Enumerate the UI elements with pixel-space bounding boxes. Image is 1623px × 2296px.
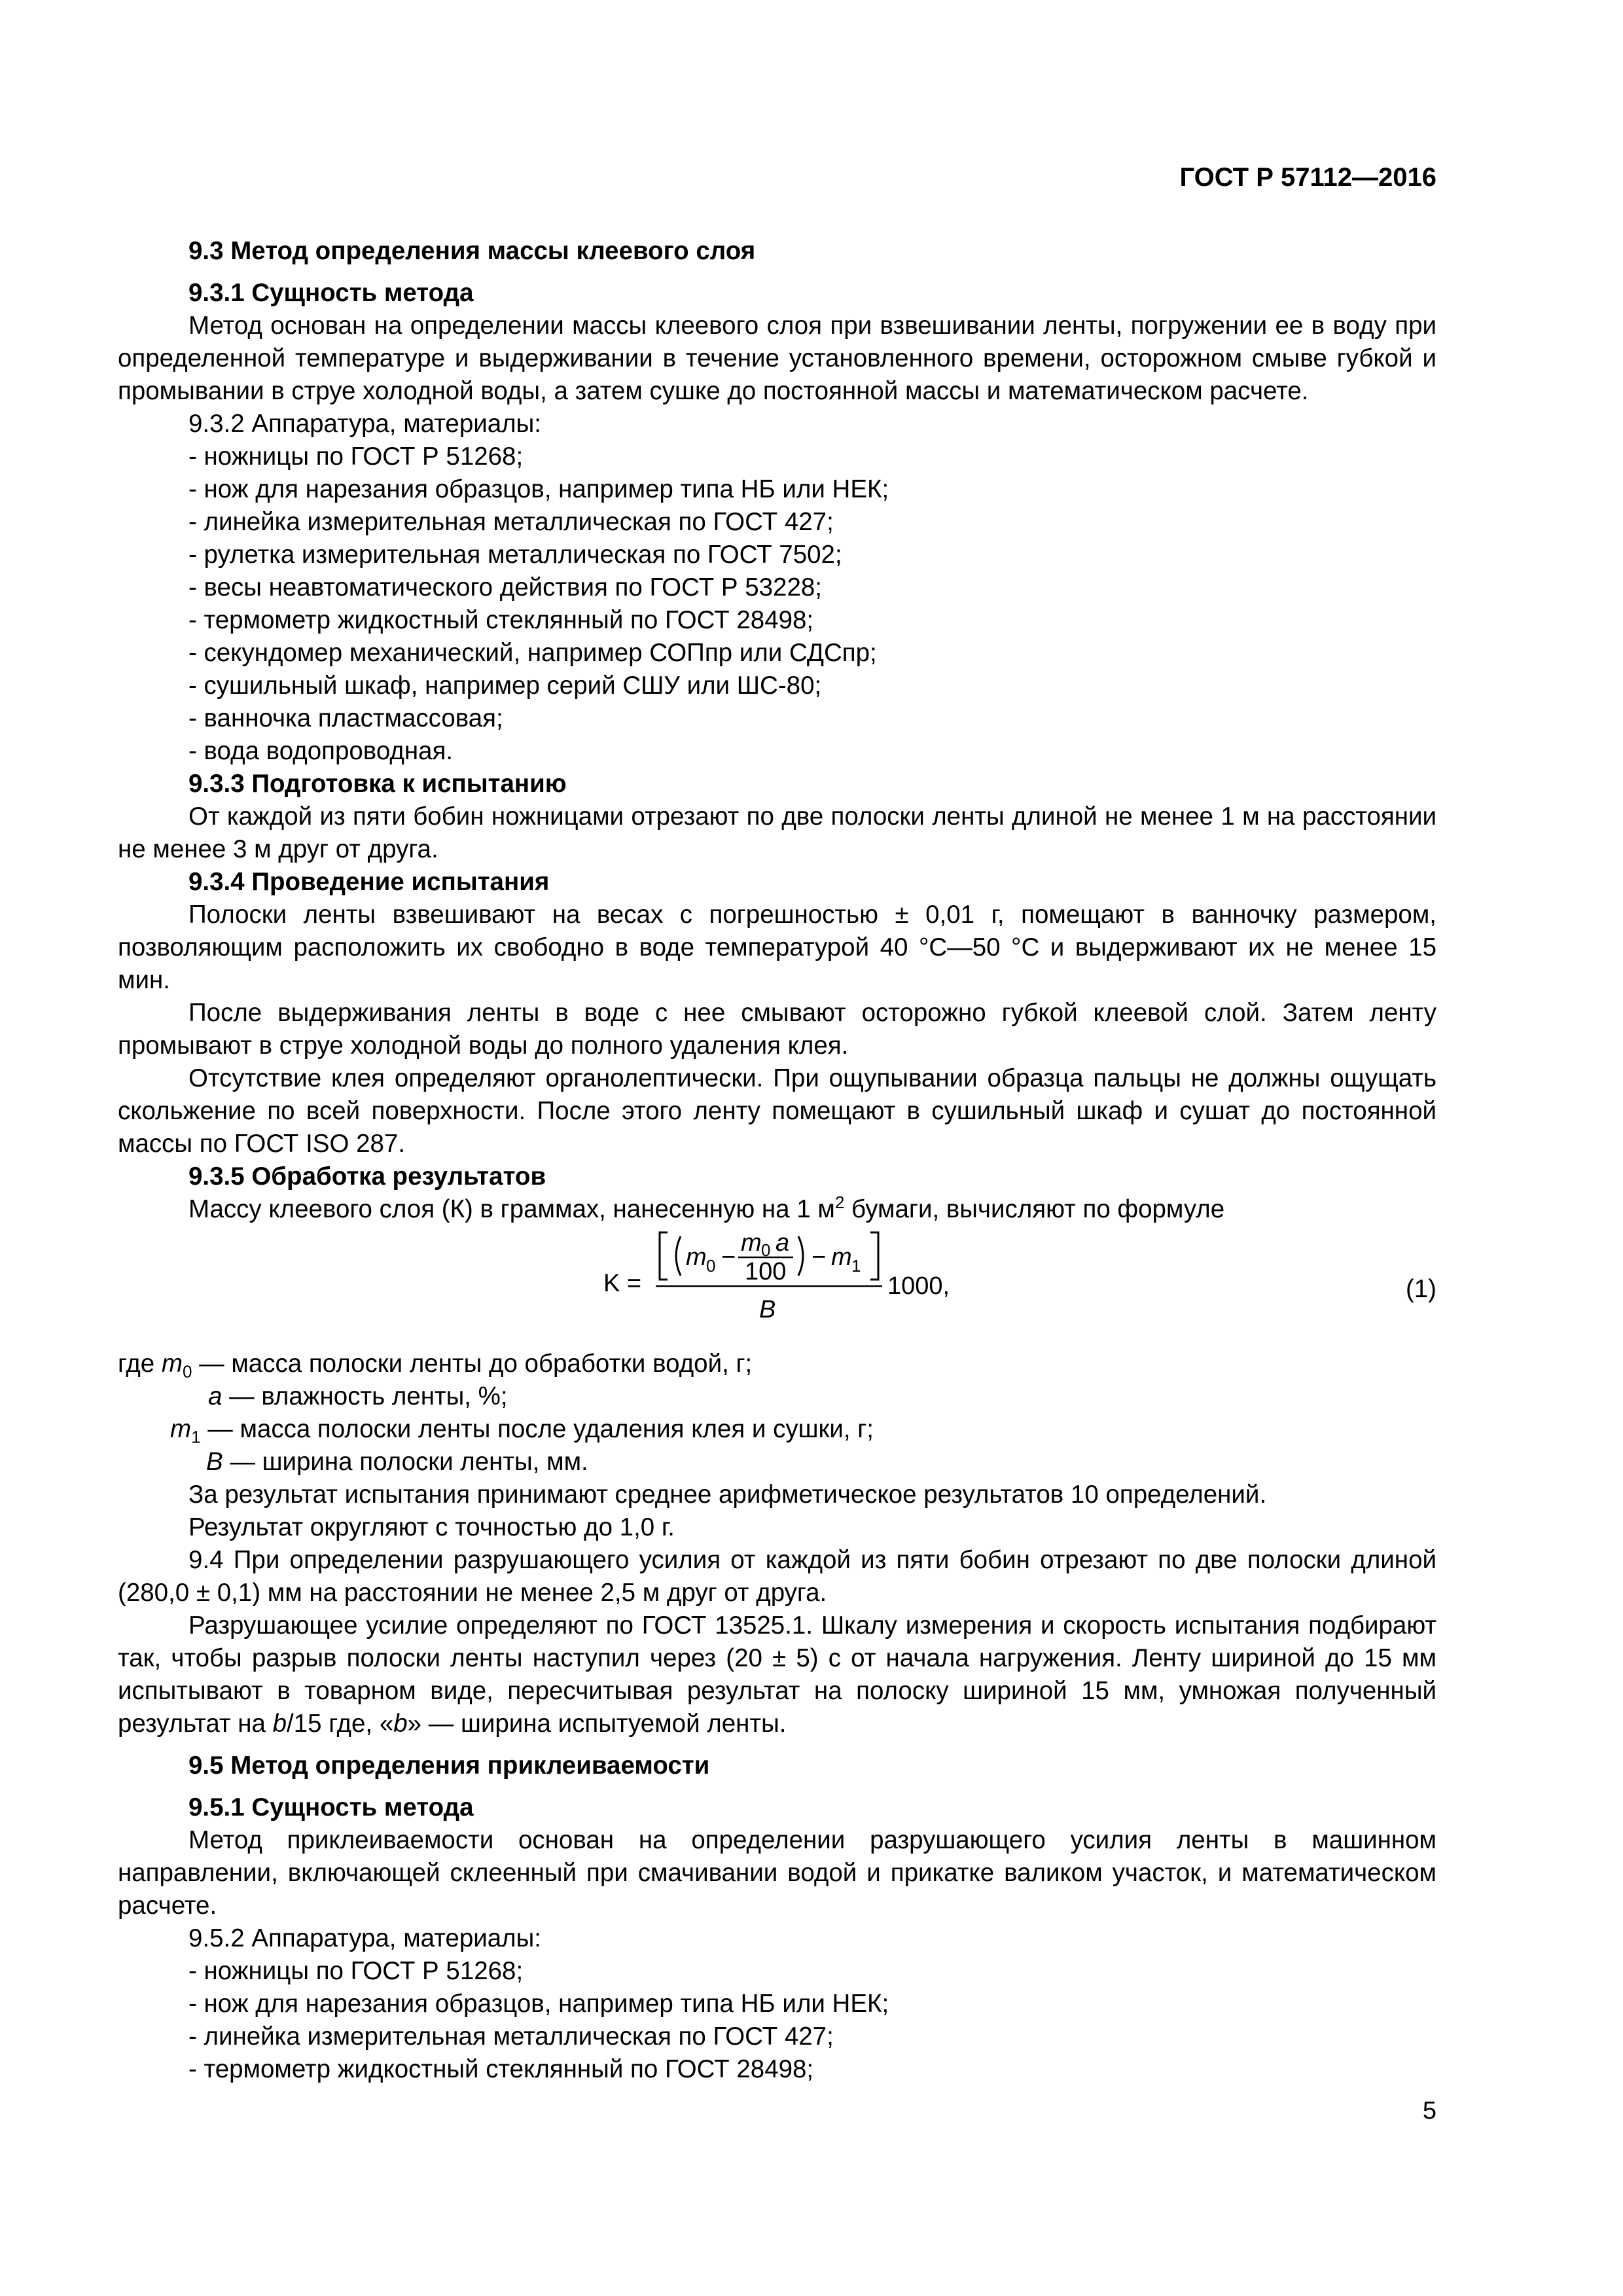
list-item: - секундомер механический, например СОПпр или СДСпр; [188,639,877,667]
formula-m0-subscript: 0 [706,1256,716,1276]
list-item: - вода водопроводная. [188,737,454,765]
paragraph-9-3-4-washing: После выдерживания ленты в воде с нее смывают осторожно губкой клеевой слой. Затем ленту промывают в струе холодной воды до полного удаления клея. [118,999,1436,1060]
paragraph-9-5-2: 9.5.2 Аппаратура, материалы: [188,1924,541,1952]
equipment-list-9-3-2 [118,440,1436,768]
equipment-list-9-5-2 [118,1955,1436,2086]
page-number: 5 [1422,2097,1436,2125]
formula-minus-2: − [812,1244,827,1271]
list-item: - нож для нарезания образцов, например типа НБ или НЕК; [188,475,889,503]
list-item: - весы неавтоматического действия по ГОСТ Р 53228; [188,573,822,601]
page-content [118,226,1436,2086]
formula-m0-numerator: m [741,1229,762,1257]
list-item: - рулетка измерительная металлическая по ГОСТ 7502; [188,541,842,569]
standard-designation: ГОСТ Р 57112—2016 [1179,163,1436,192]
list-item: - термометр жидкостный стеклянный по ГОСТ 28498; [188,2055,814,2083]
formula-number: (1) [1405,1275,1436,1303]
list-item: - нож для нарезания образцов, например типа НБ или НЕК; [188,1990,889,2018]
definition-m0: где $m_0$ — масса полоски ленты до обработки водой, г; [118,1350,753,1382]
definition-a: a — влажность ленты, %; [208,1382,508,1410]
formula-m1: m [831,1244,852,1271]
formula-right-bracket [870,1232,878,1280]
list-item: - ножницы по ГОСТ Р 51268; [188,1957,524,1985]
paragraph-9-4: 9.4 При определении разрушающего усилия от каждой из пяти бобин отрезают по две полоски длиной (280,0 ± 0,1) мм на расстоянии не менее 2,5 м друг от друга. [118,1546,1436,1607]
formula-multiplier: 1000, [887,1272,950,1300]
list-item: - сушильный шкаф, например серий СШУ или ШС-80; [188,672,822,700]
formula-minus: − [721,1244,736,1271]
section-heading-9-3: 9.3 Метод определения массы клеевого слоя [188,237,756,265]
formula-1 [118,1226,1436,1348]
formula-graphic [118,1226,1436,1348]
result-average: За результат испытания принимают среднее арифметическое результатов 10 определений. [188,1480,1267,1509]
list-item: - линейка измерительная металлическая по ГОСТ 427; [188,2022,834,2051]
definition-B: B — ширина полоски ленты, мм. [206,1448,588,1476]
formula-hundred: 100 [745,1258,787,1285]
result-rounding: Результат округляют с точностью до 1,0 г. [188,1513,675,1541]
paragraph-9-3-5: Массу клеевого слоя (К) в граммах, нанесенную на 1 $м^2$ бумаги, вычисляют по формуле [188,1193,1225,1223]
subsection-heading-9-3-5: 9.3.5 Обработка результатов [188,1162,546,1191]
subsection-heading-9-3-3: 9.3.3 Подготовка к испытанию [188,770,567,798]
formula-left-paren [676,1236,681,1276]
paragraph-9-3-4-drying: Отсутствие клея определяют органолептически. При ощупывании образца пальцы не должны ощущать скольжение по всей поверхности. После этого ленту помещают в сушильный шкаф и сушат до постоянной массы по ГОСТ ISO 287. [118,1064,1436,1158]
subsection-heading-9-3-1: 9.3.1 Сущность метода [188,279,474,307]
paragraph-9-5-1: Метод приклеиваемости основан на определении разрушающего усилия ленты в машинном направлении, включающей склеенный при смачивании водой и прикатке валиком участок, и математическом расчете. [118,1826,1436,1920]
list-item: - ножницы по ГОСТ Р 51268; [188,442,524,471]
list-item: - линейка измерительная металлическая по ГОСТ 427; [188,508,834,536]
list-item: - термометр жидкостный стеклянный по ГОСТ 28498; [188,606,814,634]
formula-right-paren [798,1236,803,1276]
formula-a: a [776,1229,790,1257]
formula-denominator-B: B [759,1296,776,1323]
formula-m0: m [686,1244,707,1271]
definition-m1: $m_1$ — масса полоски ленты после удаления клея и сушки, г; [170,1415,874,1447]
paragraph-9-3-1: Метод основан на определении массы клеевого слоя при взвешивании ленты, погружении ее в воду при определенной температуре и выдерживании в течение установленного времени, осторожном смыве губкой и промывании в струе холодной воды, а затем сушке до постоянной массы и математическом расчете. [118,312,1436,405]
subsection-heading-9-3-4: 9.3.4 Проведение испытания [188,868,550,896]
paragraph-9-3-3: От каждой из пяти бобин ножницами отрезают по две полоски ленты длиной не менее 1 м на расстоянии не менее 3 м друг от друга. [118,802,1436,863]
list-item: - ванночка пластмассовая; [188,704,503,732]
formula-m1-subscript: 1 [851,1256,861,1276]
paragraph-9-4-breaking-force: Разрушающее усилие определяют по ГОСТ 13525.1. Шкалу измерения и скорость испытания подбирают так, чтобы разрыв полоски ленты наступил через (20 ± 5) с от начала нагружения. Ленту шириной до 15 мм испытывают в товарном виде, пересчитывая результат на полоску шириной 15 мм, умножая полученный результат на b/15 где, «b» — ширина испытуемой ленты. [118,1611,1436,1738]
subsection-heading-9-5-1: 9.5.1 Сущность метода [188,1793,474,1821]
paragraph-9-3-2: 9.3.2 Аппаратура, материалы: [188,410,541,438]
formula-m0-numerator-subscript: 0 [761,1240,771,1260]
formula-lhs: K = [603,1270,642,1297]
paragraph-9-3-4-weighing: Полоски ленты взвешивают на весах с погрешностью ± 0,01 г, помещают в ванночку размером, позволяющим расположить их свободно в воде температурой 40 °С—50 °С и выдерживают их не менее 15 мин. [118,901,1436,994]
section-heading-9-5: 9.5 Метод определения приклеиваемости [188,1751,710,1780]
formula-left-bracket [660,1232,668,1280]
